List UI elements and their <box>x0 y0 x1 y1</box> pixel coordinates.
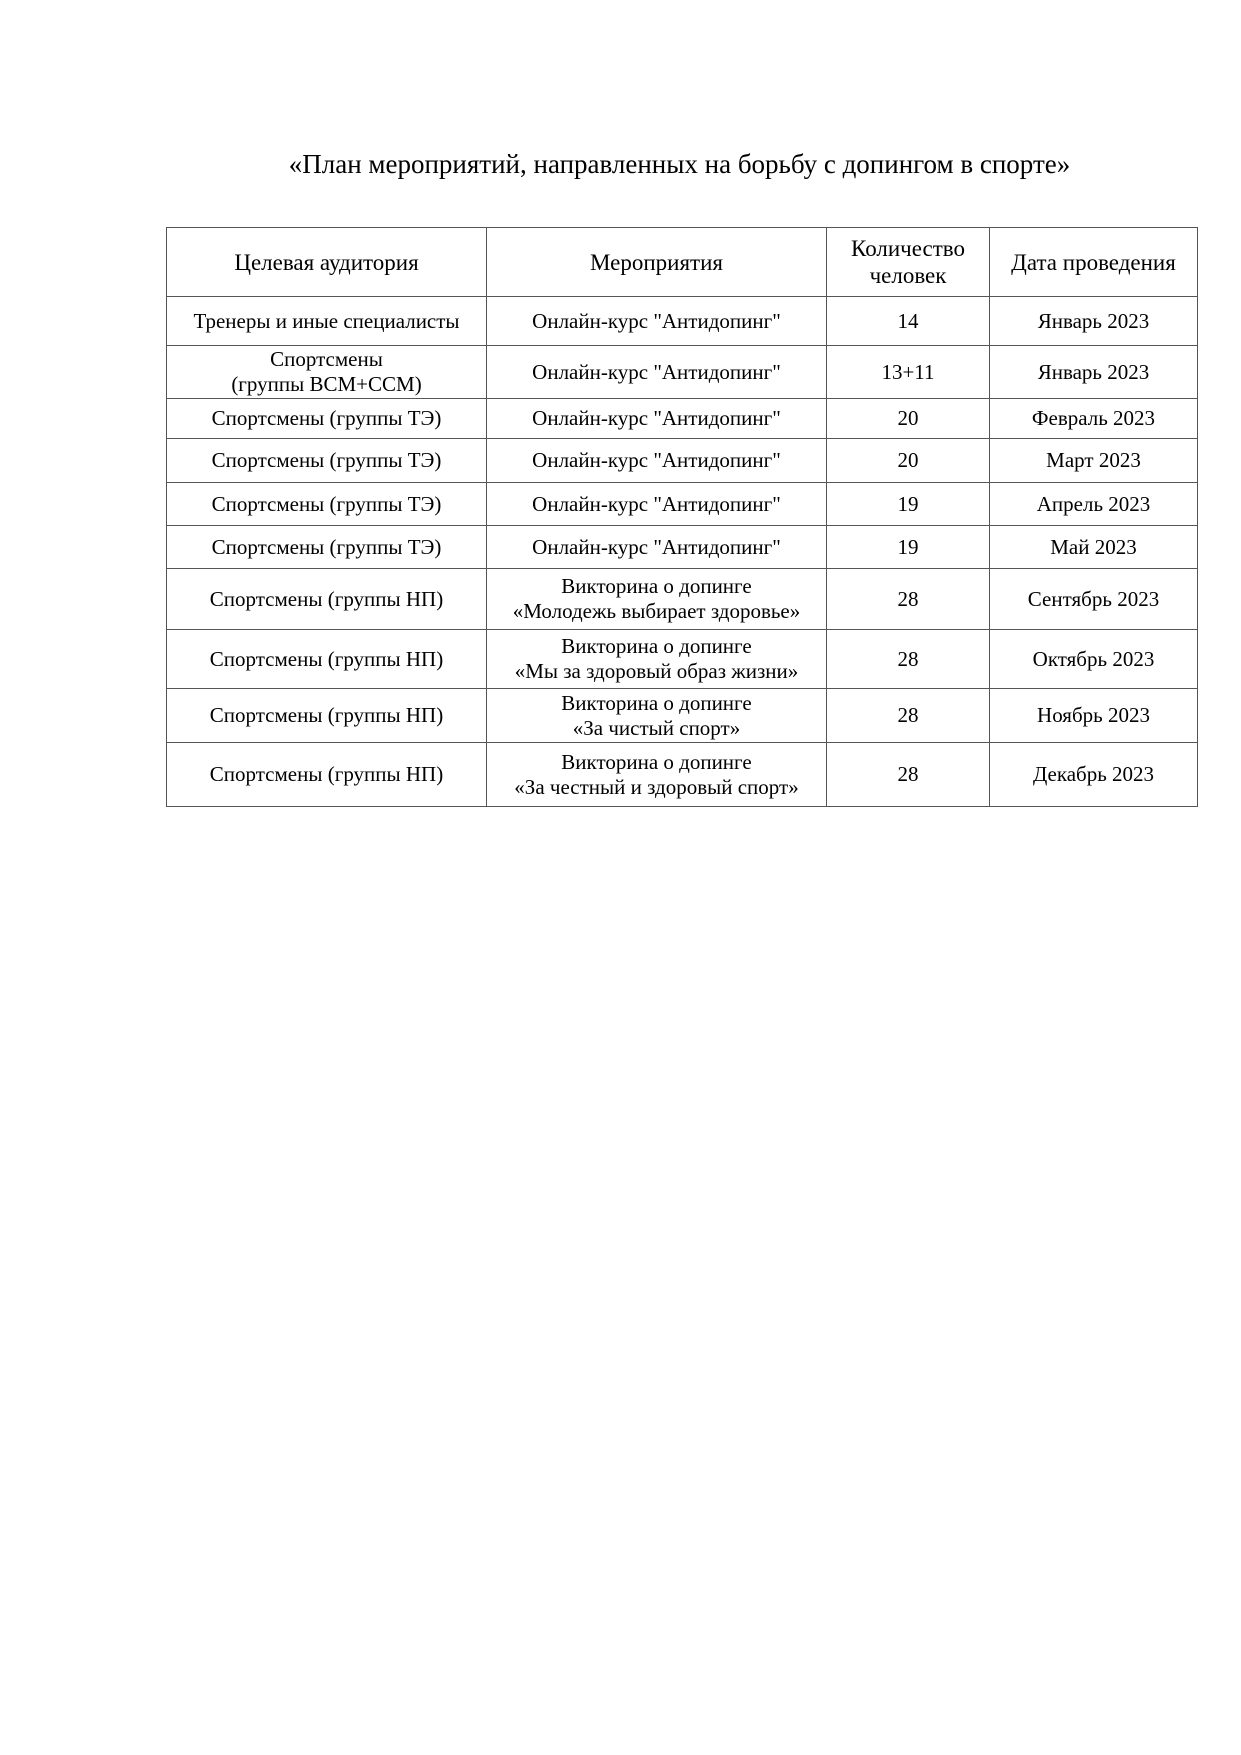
audience-cell-line: Спортсмены (группы НП) <box>209 703 444 727</box>
event-cell-line: Викторина о допинге <box>561 749 752 774</box>
audience-cell <box>167 483 487 526</box>
audience-cell-line: Спортсмены (группы ТЭ) <box>211 534 442 559</box>
count-cell: 20 <box>827 399 990 439</box>
table-row <box>167 346 1198 399</box>
date-cell: Май 2023 <box>990 526 1198 569</box>
event-cell <box>487 689 827 743</box>
event-cell <box>487 630 827 689</box>
date-cell: Декабрь 2023 <box>990 743 1198 807</box>
date-cell: Октябрь 2023 <box>990 630 1198 689</box>
audience-cell <box>167 630 487 689</box>
table-header-row <box>167 228 1198 297</box>
audience-cell-line: Спортсмены (группы ТЭ) <box>211 406 442 430</box>
header-date: Дата проведения <box>990 228 1198 297</box>
header-count: Количество человек <box>827 228 990 297</box>
header-audience: Целевая аудитория <box>167 228 487 297</box>
table-row <box>167 569 1198 630</box>
event-cell-line: Викторина о допинге <box>561 634 752 658</box>
event-cell-line: Онлайн-курс "Антидопинг" <box>532 448 781 472</box>
count-cell: 28 <box>827 689 990 743</box>
audience-cell <box>167 689 487 743</box>
event-cell-line: Онлайн-курс "Антидопинг" <box>532 406 781 430</box>
date-cell: Февраль 2023 <box>990 399 1198 439</box>
count-cell: 19 <box>827 483 990 526</box>
count-cell: 14 <box>827 297 990 346</box>
event-cell-line: Онлайн-курс "Антидопинг" <box>532 359 781 384</box>
table-row <box>167 743 1198 807</box>
table-row <box>167 399 1198 439</box>
count-cell: 28 <box>827 569 990 630</box>
event-cell-line: «За чистый спорт» <box>572 715 741 740</box>
date-cell: Январь 2023 <box>990 297 1198 346</box>
event-cell <box>487 743 827 807</box>
count-cell: 13+11 <box>827 346 990 399</box>
audience-cell <box>167 439 487 483</box>
table-row <box>167 483 1198 526</box>
table-body <box>167 297 1198 807</box>
audience-cell-line: Спортсмены <box>270 347 383 371</box>
event-cell-line: Викторина о допинге <box>561 574 752 598</box>
event-cell-line: Викторина о допинге <box>561 690 752 715</box>
date-cell: Январь 2023 <box>990 346 1198 399</box>
audience-cell-line: (группы ВСМ+ССМ) <box>231 372 422 396</box>
events-plan-table <box>166 227 1198 807</box>
event-cell <box>487 439 827 483</box>
event-cell-line: Онлайн-курс "Антидопинг" <box>532 534 781 559</box>
audience-cell <box>167 743 487 807</box>
event-cell-line: Онлайн-курс "Антидопинг" <box>532 308 781 333</box>
event-cell <box>487 526 827 569</box>
audience-cell-line: Тренеры и иные специалисты <box>193 308 460 333</box>
audience-cell <box>167 569 487 630</box>
event-cell-line: Онлайн-курс "Антидопинг" <box>532 491 781 516</box>
document-title: «План мероприятий, направленных на борьбу с допингом в спорте» <box>288 149 1071 179</box>
audience-cell <box>167 297 487 346</box>
event-cell <box>487 399 827 439</box>
count-cell: 28 <box>827 630 990 689</box>
date-cell: Ноябрь 2023 <box>990 689 1198 743</box>
audience-cell-line: Спортсмены (группы НП) <box>209 646 444 671</box>
audience-cell <box>167 526 487 569</box>
table-row <box>167 689 1198 743</box>
event-cell <box>487 346 827 399</box>
count-cell: 20 <box>827 439 990 483</box>
event-cell-line: «Мы за здоровый образ жизни» <box>514 659 799 683</box>
table-row <box>167 439 1198 483</box>
audience-cell-line: Спортсмены (группы НП) <box>209 586 444 611</box>
table-row <box>167 526 1198 569</box>
audience-cell <box>167 399 487 439</box>
audience-cell-line: Спортсмены (группы ТЭ) <box>211 448 442 472</box>
date-cell: Сентябрь 2023 <box>990 569 1198 630</box>
event-cell-line: «За честный и здоровый спорт» <box>514 774 799 799</box>
audience-cell-line: Спортсмены (группы ТЭ) <box>211 491 442 516</box>
event-cell <box>487 297 827 346</box>
table-row <box>167 297 1198 346</box>
event-cell <box>487 483 827 526</box>
event-cell-line: «Молодежь выбирает здоровье» <box>512 599 801 623</box>
count-cell: 19 <box>827 526 990 569</box>
count-cell: 28 <box>827 743 990 807</box>
header-events: Мероприятия <box>487 228 827 297</box>
date-cell: Апрель 2023 <box>990 483 1198 526</box>
table-row <box>167 630 1198 689</box>
audience-cell <box>167 346 487 399</box>
date-cell: Март 2023 <box>990 439 1198 483</box>
audience-cell-line: Спортсмены (группы НП) <box>209 762 444 786</box>
event-cell <box>487 569 827 630</box>
